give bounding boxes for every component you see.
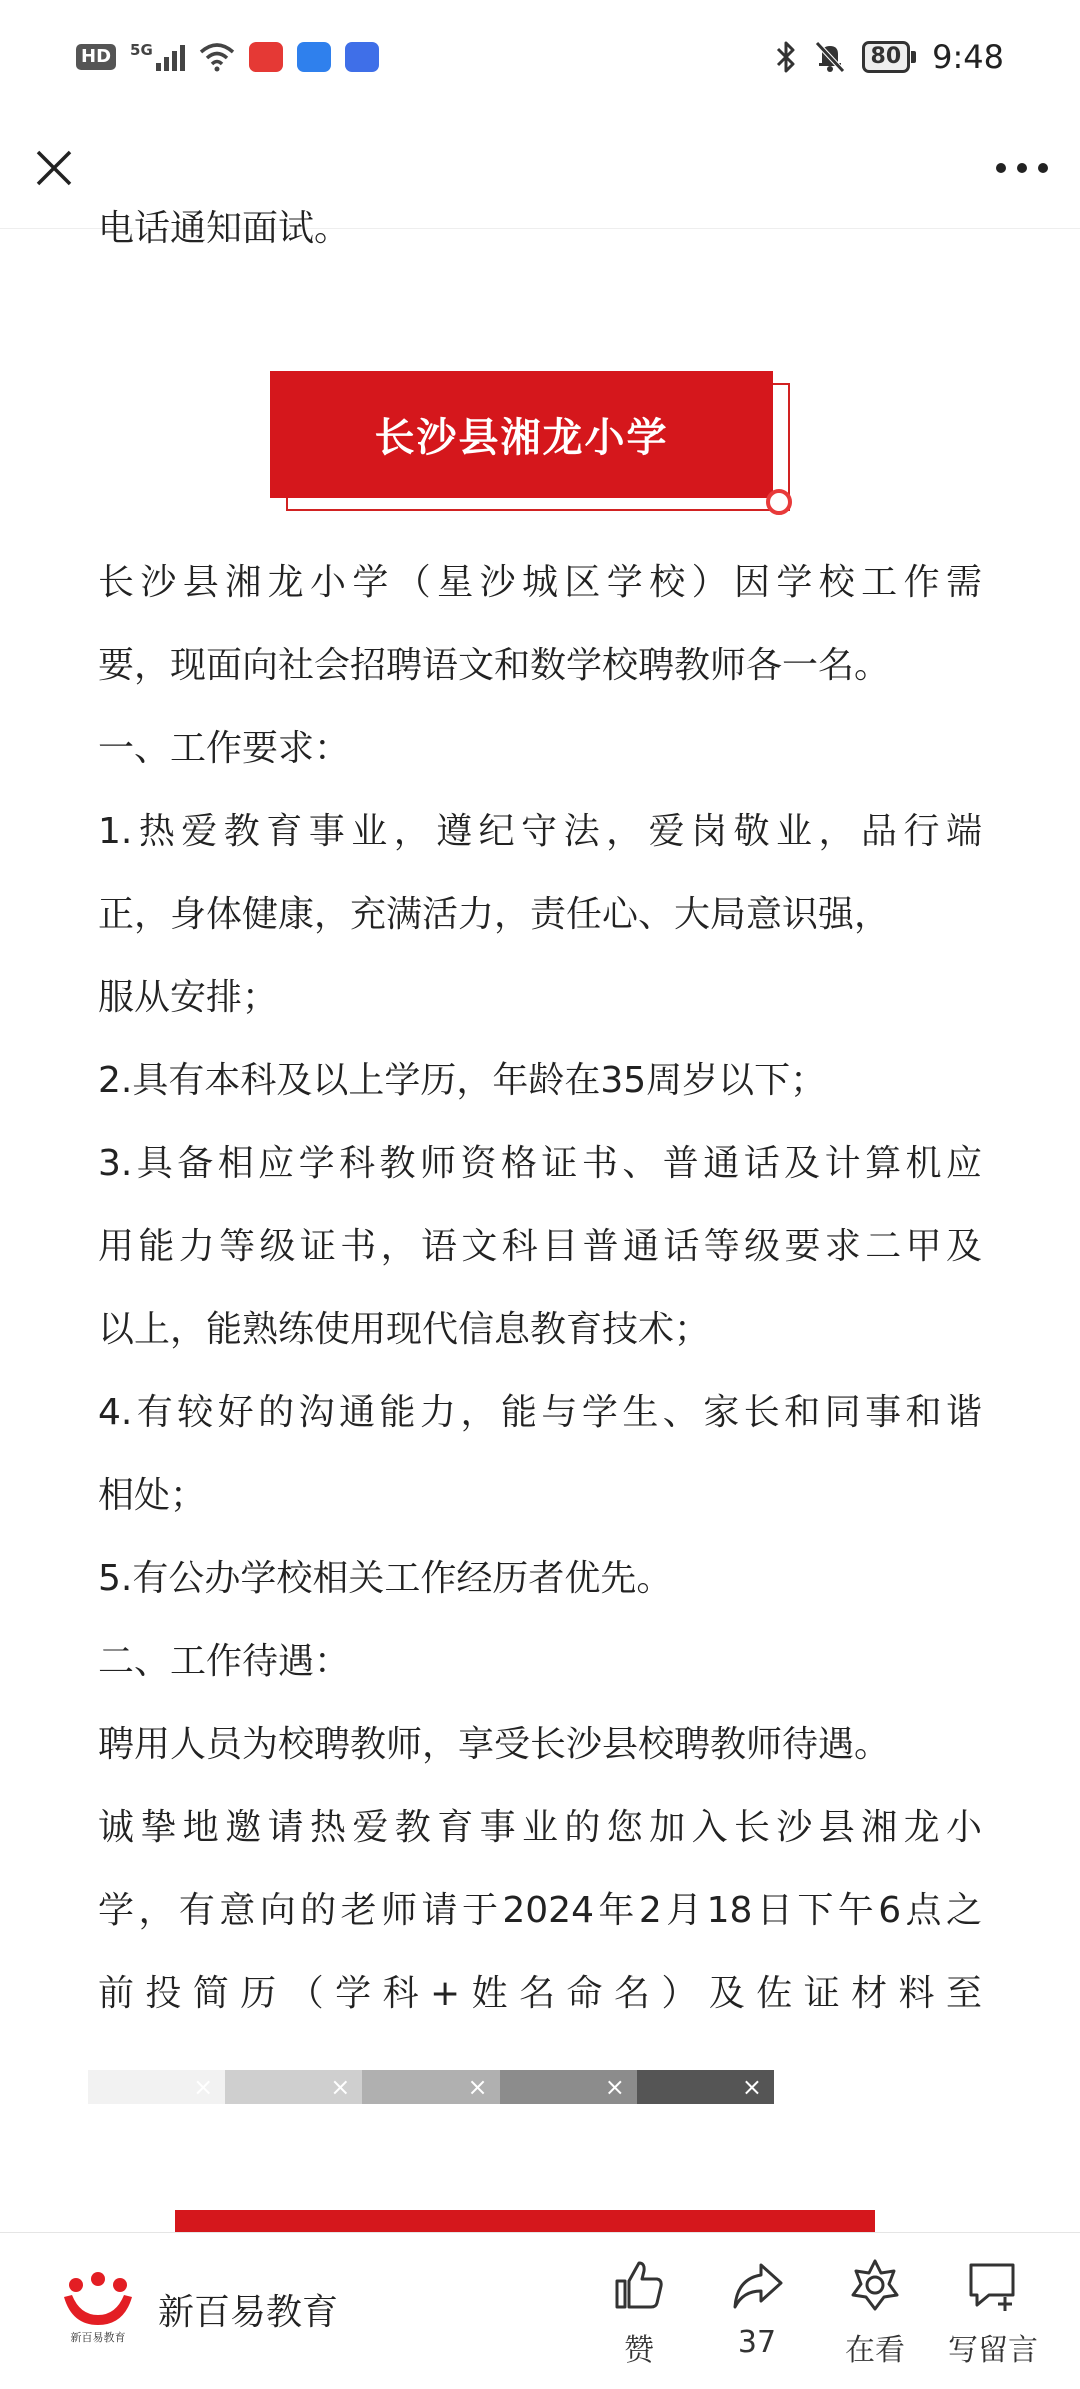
wow-label: 在看 [845,2333,905,2368]
title-card-dot [766,489,792,515]
paragraph-line: 以上，能熟练使用现代信息教育技术； [98,1309,711,1350]
paragraph-line: 正，身体健康，充满活力，责任心、大局意识强， [98,894,891,935]
article-actions [580,2257,1052,2369]
bottom-action-bar [0,2232,1080,2389]
paragraph-line: 要，现面向社会招聘语文和数学校聘教师各一名。 [98,645,891,686]
paragraph-line: 5.有公办学校相关工作经历者优先。 [98,1558,673,1599]
5g-label: 5G [130,41,153,59]
paragraph-line: 聘用人员为校聘教师，享受长沙县校聘教师待遇。 [98,1724,891,1765]
close-button[interactable] [22,136,86,200]
paragraph-line: 3.具备相应学科教师资格证书、普通话及计算机应 [98,1143,982,1184]
paragraph-line: 1.热爱教育事业，遵纪守法，爱岗敬业，品行端 [98,811,982,852]
paragraph-line: 诚挚地邀请热爱教育事业的您加入长沙县湘龙小 [98,1807,982,1848]
paragraph-line: 前投简历（学科+姓名命名）及佐证材料至 [98,1973,982,2014]
more-icon [994,161,1050,175]
wow-icon [847,2257,903,2313]
shop-app-icon [345,42,379,72]
cloud-app-icon [297,42,331,72]
close-icon [34,148,74,188]
article-body[interactable] [0,208,1080,2232]
bluetooth-icon [774,40,798,74]
status-left-group [76,42,379,72]
thumbs-up-icon [611,2257,667,2313]
like-label: 赞 [624,2333,654,2368]
hd-badge: HD [76,44,116,70]
redacted-contact-strip [88,2070,774,2104]
account-logo-icon [60,2269,136,2349]
comment-label: 写留言 [948,2333,1038,2368]
mute-bell-icon [814,40,846,74]
section-title-card [270,371,790,511]
paragraph-line: 相处； [98,1475,207,1516]
paragraph-line: 学，有意向的老师请于2024年2月18日下午6点之 [98,1890,982,1931]
news-app-icon [249,42,283,72]
like-button[interactable] [580,2257,698,2369]
lead-line: 电话通知面试。 [98,208,351,249]
paragraph-line: 长沙县湘龙小学（星沙城区学校）因学校工作需 [98,562,982,603]
share-count: 37 [737,2325,777,2360]
wow-button[interactable] [816,2257,934,2369]
share-button[interactable] [698,2257,816,2369]
paragraph-line: 4.有较好的沟通能力，能与学生、家长和同事和谐 [98,1392,982,1433]
section-title: 长沙县湘龙小学 [270,371,773,498]
logo-text: 新百易教育 [70,2331,126,2344]
more-options-button[interactable] [986,136,1058,200]
strip-segment: × [362,2070,499,2104]
strip-segment: × [637,2070,774,2104]
status-time: 9:48 [932,38,1004,76]
strip-segment: × [225,2070,362,2104]
paragraph-line: 用能力等级证书，语文科目普通话等级要求二甲及 [98,1226,982,1267]
battery-level: 80 [862,41,911,73]
battery-indicator [862,41,917,73]
comment-icon [965,2257,1021,2313]
wifi-icon [199,42,235,72]
section-heading: 一、工作要求： [98,728,351,769]
share-icon [729,2257,785,2313]
account-info[interactable] [60,2269,338,2349]
strip-segment: × [88,2070,225,2104]
signal-bars-icon [155,43,185,71]
battery-tip [911,51,916,63]
section-heading: 二、工作待遇： [98,1641,351,1682]
account-name: 新百易教育 [158,2291,339,2333]
signal-5g [130,43,185,71]
paragraph-line: 2.具有本科及以上学历，年龄在35周岁以下； [98,1060,827,1101]
comment-button[interactable] [934,2257,1052,2369]
strip-segment: × [500,2070,637,2104]
paragraph-line: 服从安排； [98,977,279,1018]
status-bar [0,0,1080,110]
status-right-group [774,38,1004,76]
